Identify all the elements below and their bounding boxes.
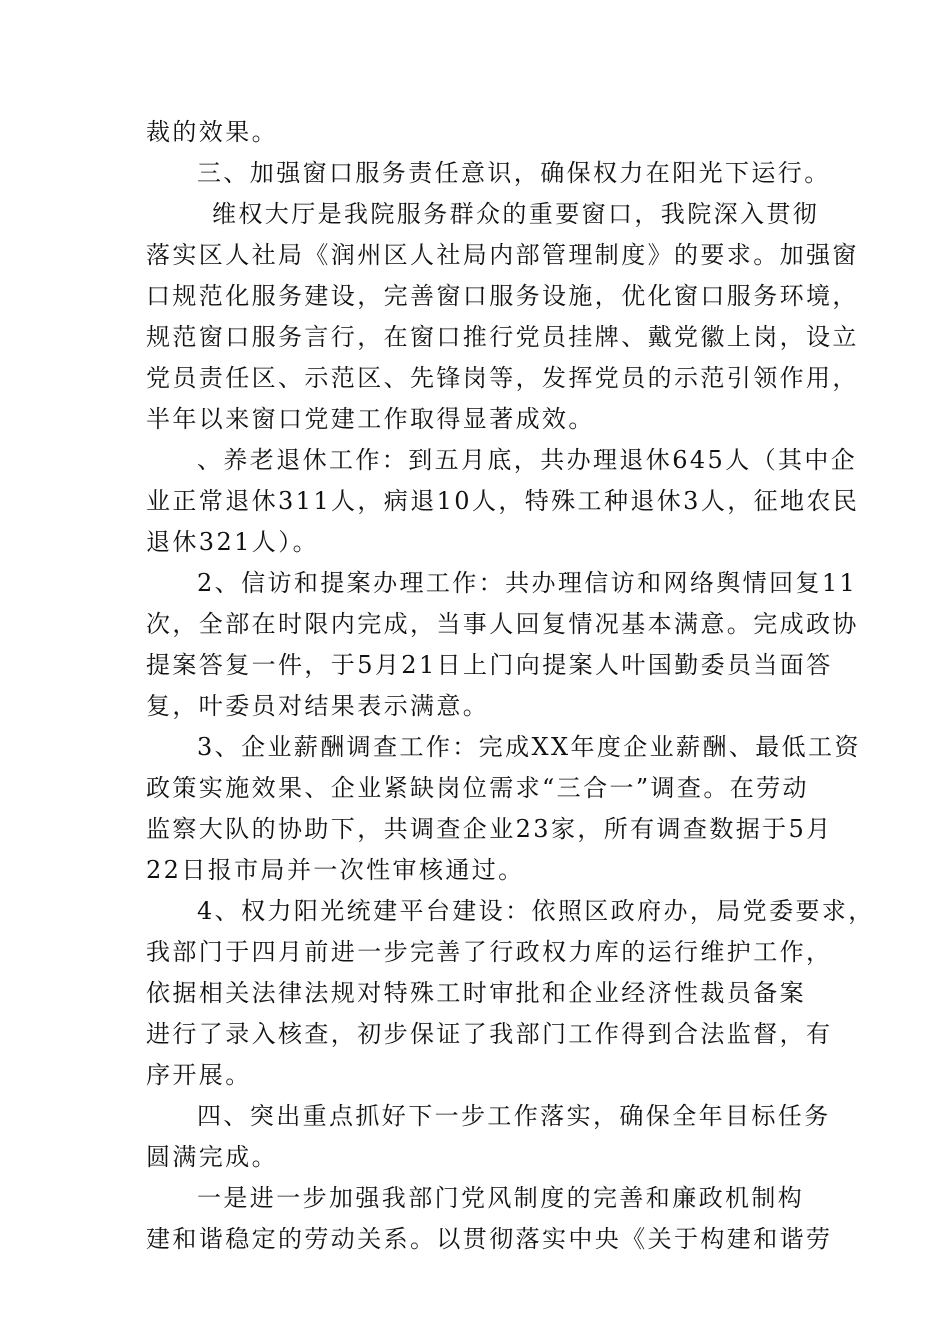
- paragraph-line: 党员责任区、示范区、先锋岗等，发挥党员的示范引领作用，: [146, 364, 859, 392]
- paragraph-line: 复，叶委员对结果表示满意。: [146, 692, 490, 720]
- paragraph-line: 半年以来窗口党建工作取得显著成效。: [146, 405, 595, 433]
- paragraph-line: 圆满完成。: [146, 1143, 278, 1171]
- text-line: 裁的效果。: [146, 118, 278, 146]
- paragraph-line: 政策实施效果、企业紧缺岗位需求“三合一”调查。在劳动: [146, 774, 809, 802]
- paragraph-line: 业正常退休311人，病退10人，特殊工种退休3人，征地农民: [146, 487, 860, 515]
- list-item-platform: 4、权力阳光统建平台建设：依照区政府办，局党委要求，: [197, 897, 875, 925]
- paragraph-line: 进行了录入核查，初步保证了我部门工作得到合法监督，有: [146, 1020, 833, 1048]
- paragraph-line: 监察大队的协助下，共调查企业23家，所有调查数据于5月: [146, 815, 833, 843]
- paragraph-line: 维权大厅是我院服务群众的重要窗口，我院深入贯彻: [212, 200, 820, 228]
- section-heading-3: 三、加强窗口服务责任意识，确保权力在阳光下运行。: [197, 159, 831, 187]
- paragraph-line: 一是进一步加强我部门党风制度的完善和廉政机制构: [197, 1184, 805, 1212]
- paragraph-line: 序开展。: [146, 1061, 252, 1089]
- paragraph-line: 22日报市局并一次性审核通过。: [146, 856, 525, 884]
- paragraph-line: 建和谐稳定的劳动关系。以贯彻落实中央《关于构建和谐劳: [146, 1225, 833, 1253]
- paragraph-line: 我部门于四月前进一步完善了行政权力库的运行维护工作，: [146, 938, 833, 966]
- paragraph-line: 次，全部在时限内完成，当事人回复情况基本满意。完成政协: [146, 610, 859, 638]
- list-item-petition: 2、信访和提案办理工作：共办理信访和网络舆情回复11: [197, 569, 858, 597]
- paragraph-line: 依据相关法律法规对特殊工时审批和企业经济性裁员备案: [146, 979, 806, 1007]
- paragraph-line: 落实区人社局《润州区人社局内部管理制度》的要求。加强窗: [146, 241, 859, 269]
- paragraph-line: 口规范化服务建设，完善窗口服务设施，优化窗口服务环境，: [146, 282, 859, 310]
- list-item-retirement: 、养老退休工作：到五月底，共办理退休645人（其中企: [197, 446, 858, 474]
- paragraph-line: 提案答复一件，于5月21日上门向提案人叶国勤委员当面答: [146, 651, 833, 679]
- list-item-salary-survey: 3、企业薪酬调查工作：完成XX年度企业薪酬、最低工资: [197, 733, 861, 761]
- paragraph-line: 退休321人）。: [146, 528, 320, 556]
- document-body: [146, 112, 875, 1260]
- section-heading-4: 四、突出重点抓好下一步工作落实，确保全年目标任务: [197, 1102, 831, 1130]
- paragraph-line: 规范窗口服务言行，在窗口推行党员挂牌、戴党徽上岗，设立: [146, 323, 859, 351]
